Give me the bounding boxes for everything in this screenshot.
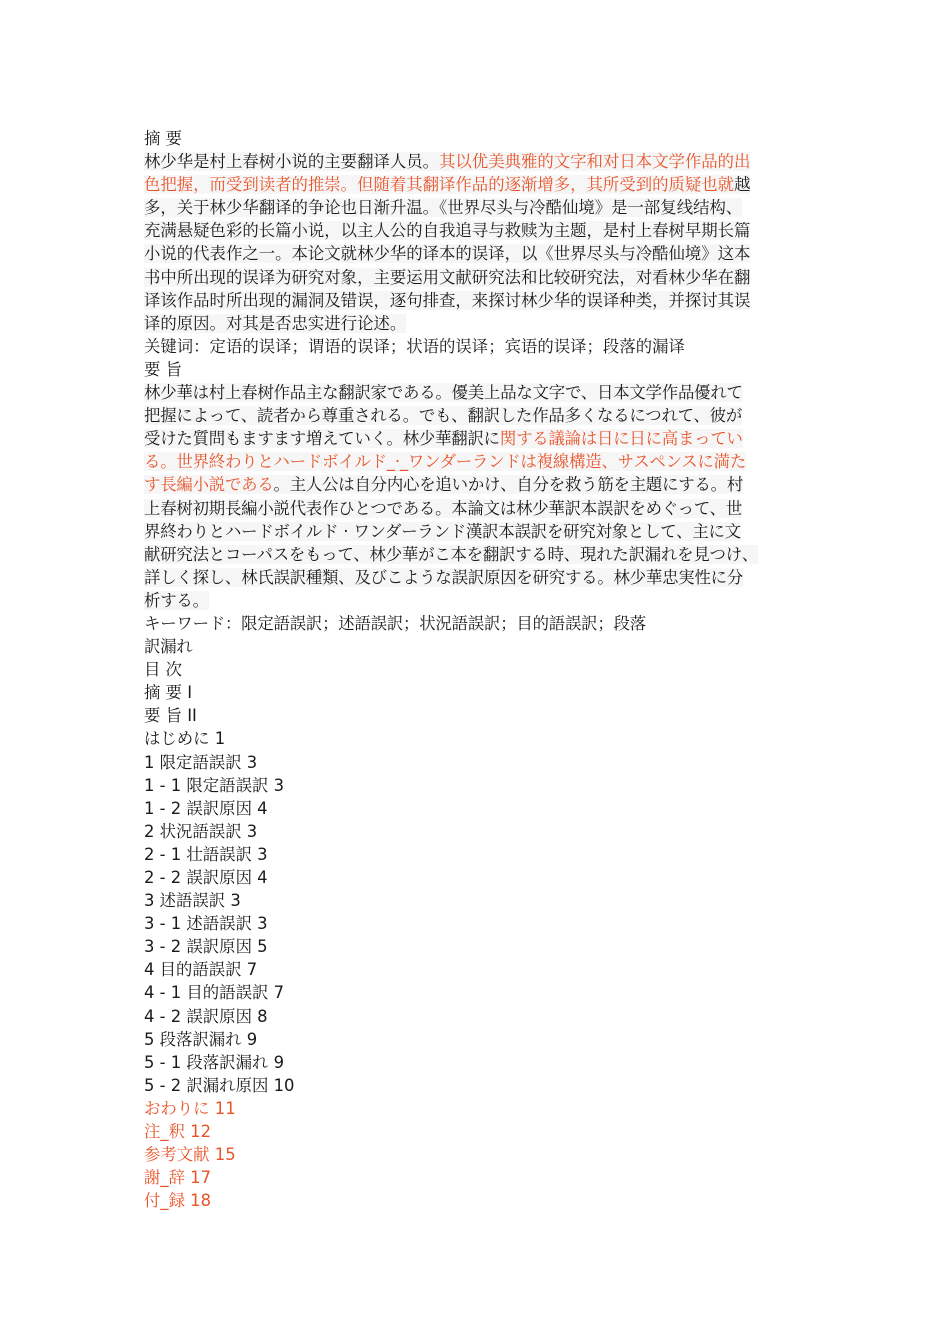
abstract-jp-line-text: [144, 545, 758, 564]
toc-item[interactable]: 謝_辞 17: [144, 1168, 212, 1188]
abstract-cn-line: [144, 173, 812, 196]
abstract-jp-text-run: 受けた質問もますます増えていく。林少華翻訳に: [144, 429, 500, 449]
abstract-jp-line: [144, 450, 812, 473]
document-page: [144, 127, 812, 1212]
toc-list: [144, 681, 812, 1212]
abstract-cn-line-text: [144, 221, 750, 240]
abstract-cn-line-text: [144, 198, 742, 217]
abstract-cn-line-text: [144, 291, 750, 310]
abstract-jp-line: [144, 543, 812, 566]
toc-item[interactable]: 3 - 1 述語誤訳 3: [144, 914, 268, 934]
abstract-jp-line-text: [144, 475, 743, 494]
abstract-jp-text-run: 上春树初期長編小説代表作ひとつである。本論文は林少華訳本誤訳をめぐって、世: [144, 498, 743, 518]
toc-item[interactable]: おわりに 11: [144, 1098, 236, 1118]
abstract-cn-line-text: [144, 268, 750, 287]
abstract-cn-text-run: 多，关于林少华翻译的争论也日渐升温。《世界尽头与冷酷仙境》是一部复线结构、: [144, 198, 743, 218]
abstract-cn-line-text: [144, 314, 406, 333]
abstract-jp-text-run: 。主人公は自分内心を追いかけ、自分を救う筋を主題にする。村: [273, 475, 744, 495]
abstract-cn-text-run: 译的原因。对其是否忠实进行论述。: [144, 313, 407, 333]
abstract-cn-text-run: 小说的代表作之一。本论文就林少华的译本的误译，以《世界尽头与冷酷仙境》这本: [144, 244, 751, 264]
abstract-cn-line: [144, 219, 812, 242]
abstract-cn-text-run: 越: [734, 175, 751, 195]
abstract-jp-text-run: 献研究法とコーパスをもって、林少華がこ本を翻訳する時、現れた訳漏れを見つけ、: [144, 544, 759, 564]
toc-item[interactable]: 4 目的語誤訳 7: [144, 960, 258, 980]
abstract-cn-line: [144, 196, 812, 219]
abstract-jp-line: [144, 520, 812, 543]
toc-item[interactable]: 付_録 18: [144, 1191, 212, 1211]
abstract-jp-line: [144, 473, 812, 496]
abstract-cn-body: [144, 150, 812, 335]
abstract-jp-heading: 要 旨: [144, 359, 182, 379]
abstract-jp-line: [144, 589, 812, 612]
toc-item[interactable]: 5 - 2 訳漏れ原因 10: [144, 1075, 295, 1095]
abstract-jp-line-text: [144, 383, 743, 402]
abstract-cn-line-text: [144, 244, 750, 263]
abstract-jp-line-text: [144, 429, 743, 448]
abstract-cn-text-run: 充满悬疑色彩的长篇小说，以主人公的自我追寻与救赎为主题，是村上春树早期长篇: [144, 221, 751, 241]
abstract-cn-text-run: 色把握，而受到读者的推崇。但随着其翻译作品的逐渐增多，其所受到的质疑也就: [144, 175, 735, 195]
toc-heading: 目 次: [144, 660, 182, 680]
abstract-cn-line: [144, 266, 812, 289]
abstract-cn-text-run: 译该作品时所出现的漏洞及错误，逐句排查，来探讨林少华的误译种类，并探讨其误: [144, 290, 751, 310]
toc-item[interactable]: 1 - 1 限定語誤訳 3: [144, 775, 284, 795]
abstract-jp-text-run: 詳しく探し、林氏誤訳種類、及びこような誤訳原因を研究する。林少華忠実性に分: [144, 567, 744, 587]
abstract-jp-line: [144, 427, 812, 450]
abstract-jp-text-run: 林少華は村上春树作品主な翻訳家である。優美上品な文字で、日本文学作品優れて: [144, 383, 743, 403]
abstract-jp-line-text: [144, 568, 743, 587]
abstract-cn-line-text: [144, 175, 750, 194]
abstract-jp-line: [144, 497, 812, 520]
abstract-jp-text-run: 析する。: [144, 590, 209, 610]
toc-item[interactable]: 5 段落訳漏れ 9: [144, 1029, 258, 1049]
toc-item[interactable]: 1 限定語誤訳 3: [144, 752, 258, 772]
abstract-jp-line-text: [144, 499, 742, 518]
toc-item[interactable]: はじめに 1: [144, 729, 226, 749]
abstract-jp-text-run: す長編小説である: [144, 475, 274, 495]
abstract-cn-keywords: 关键词：定语的误译；谓语的误译；状语的误译；宾语的误译；段落的漏译: [144, 336, 685, 356]
abstract-jp-line-text: [144, 522, 741, 541]
abstract-jp-keywords-line2: 訳漏れ: [144, 637, 193, 657]
abstract-jp-line: [144, 381, 812, 404]
toc-item[interactable]: 摘 要 I: [144, 683, 193, 703]
toc-item[interactable]: 要 旨 II: [144, 706, 197, 726]
abstract-cn-text-run: 书中所出现的误译为研究对象，主要运用文献研究法和比较研究法，对看林少华在翻: [144, 267, 751, 287]
toc-item[interactable]: 2 - 2 誤訳原因 4: [144, 868, 268, 887]
toc-item[interactable]: 参考文献 15: [144, 1145, 236, 1165]
abstract-cn-text-run: 林少华是村上春树小说的主要翻译人员。: [144, 152, 440, 172]
abstract-jp-line-text: [144, 591, 209, 610]
toc-item[interactable]: 4 - 2 誤訳原因 8: [144, 1006, 268, 1026]
toc-item[interactable]: 2 - 1 壮語誤訳 3: [144, 844, 268, 864]
abstract-cn-line: [144, 150, 812, 173]
toc-item[interactable]: 5 - 1 段落訳漏れ 9: [144, 1052, 284, 1072]
abstract-jp-text-run: 把握によって、読者から尊重される。でも、翻訳した作品多くなるにつれて、彼が: [144, 406, 743, 426]
abstract-jp-text-run: 関する議論は日に日に高まってい: [499, 429, 743, 449]
abstract-jp-line-text: [144, 452, 746, 471]
abstract-jp-line-text: [144, 406, 742, 425]
abstract-jp-keywords-line1: キーワード：限定語誤訳；述語誤訳；状況語誤訳；目的語誤訳；段落: [144, 613, 646, 633]
abstract-cn-line-text: [144, 152, 750, 171]
abstract-cn-text-run: 其以优美典雅的文字和对日本文学作品的出: [439, 152, 751, 172]
toc-item[interactable]: 2 状況語誤訳 3: [144, 821, 258, 841]
toc-item[interactable]: 注_釈 12: [144, 1122, 212, 1142]
toc-item[interactable]: 3 述語誤訳 3: [144, 891, 241, 911]
toc-item[interactable]: 1 - 2 誤訳原因 4: [144, 798, 268, 818]
toc-item[interactable]: 3 - 2 誤訳原因 5: [144, 937, 268, 957]
abstract-jp-text-run: 界終わりとハードボイルド · ワンダーランド漢訳本誤訳を研究対象として、主に文: [144, 521, 741, 541]
abstract-jp-text-run: る。世界終わりとハードボイルド_·_ワンダーランドは複線構造、サスペンスに満た: [144, 452, 747, 472]
abstract-cn-line: [144, 242, 812, 265]
abstract-cn-line: [144, 289, 812, 312]
abstract-jp-body: [144, 381, 812, 612]
toc-item[interactable]: 4 - 1 目的語誤訳 7: [144, 983, 284, 1003]
abstract-jp-line: [144, 404, 812, 427]
abstract-cn-line: [144, 312, 812, 335]
abstract-cn-heading: 摘 要: [144, 129, 182, 148]
abstract-jp-line: [144, 566, 812, 589]
